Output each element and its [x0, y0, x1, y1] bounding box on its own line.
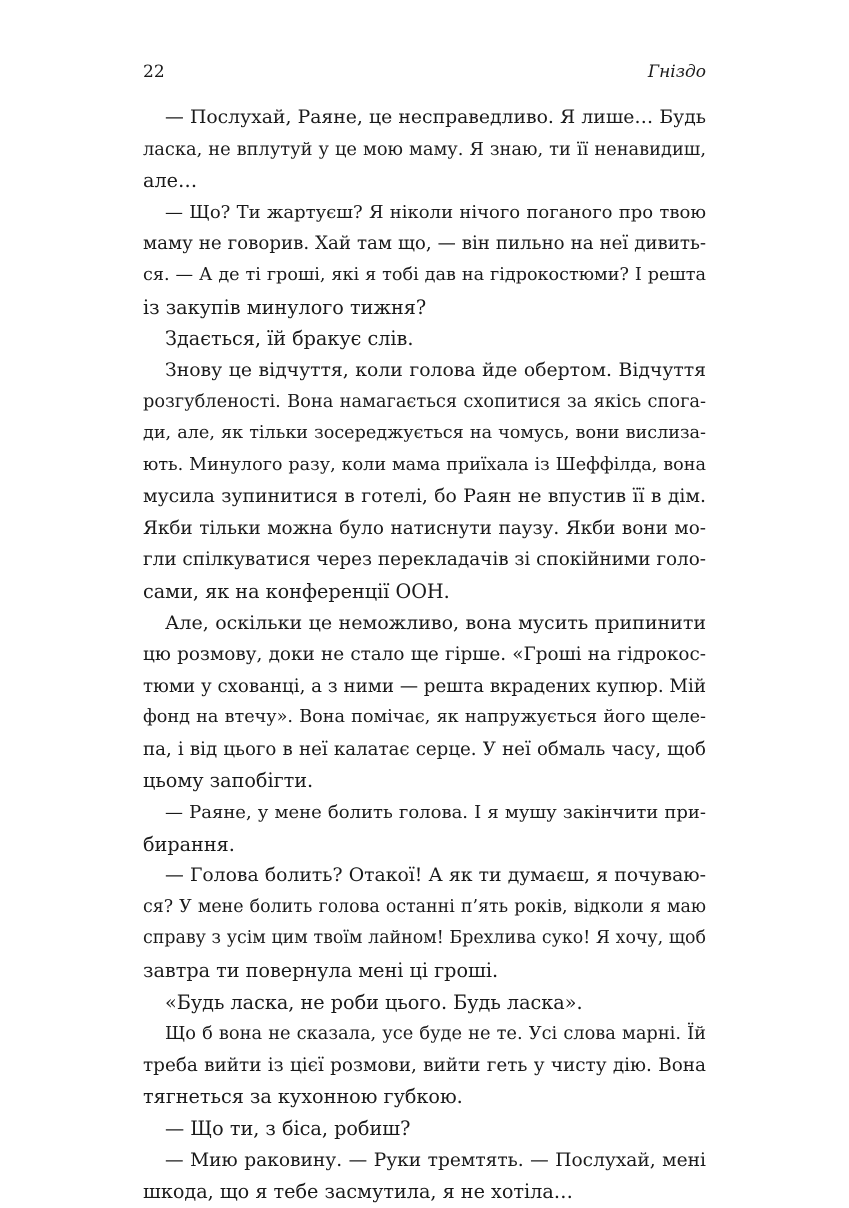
text-line: Здається, їй бракує слів. — [165, 327, 414, 351]
text-line: гли спілкуватися через перекладачів зі спокійними голо- — [143, 549, 707, 571]
text-line: тюми у схованці, а з ними — решта вкрадених купюр. Мій — [143, 675, 706, 697]
text-line: ласка, не вплутуй у це мою маму. Я знаю, ти її ненавидиш, — [143, 138, 706, 160]
text-line: із закупів минулого тижня? — [143, 295, 427, 319]
text-line: але… — [143, 169, 198, 193]
text-line: фонд на втечу». Вона помічає, як напружується його щеле- — [143, 707, 706, 728]
text-line: Але, оскільки це неможливо, вона мусить припинити — [165, 611, 706, 634]
text-line: «Будь ласка, не роби цього. Будь ласка». — [165, 990, 583, 1014]
text-line: Якби тільки можна було натиснути паузу. Якби вони мо- — [143, 517, 706, 539]
text-line: справу з усім цим твоїм лайном! Брехлива суко! Я хочу, щоб — [143, 928, 706, 949]
text-line: — Раяне, у мене болить голова. І я мушу закінчити при- — [165, 802, 706, 824]
text-line: — Голова болить? Отакої! А як ти думаєш, я почуваю- — [165, 865, 706, 887]
text-line: треба вийти із цієї розмови, вийти геть у чисту дію. Вона — [143, 1054, 706, 1076]
text-line: мусила зупинитися в готелі, бо Раян не впустив її в дім. — [143, 486, 706, 508]
text-line: цю розмову, доки не стало ще гірше. «Гроші на гідрокос- — [143, 644, 706, 666]
text-line: маму не говорив. Хай там що, — він пильно на неї дивить- — [143, 233, 706, 255]
text-line: па, і від цього в неї калатає серце. У неї обмаль часу, щоб — [143, 738, 706, 760]
text-line: тягнеться за кухонною губкою. — [143, 1085, 463, 1109]
text-line: — Мию раковину. — Руки тремтять. — Послухай, мені — [165, 1149, 706, 1171]
running-title: Гніздо — [647, 62, 706, 82]
text-line: сами, як на конференції ООН. — [143, 579, 450, 603]
page-number: 22 — [143, 62, 165, 82]
text-line: — Що ти, з біса, робиш? — [165, 1117, 411, 1140]
text-line: ди, але, як тільки зосереджується на чомусь, вони вислиза- — [143, 422, 706, 443]
text-line: Що б вона не сказала, усе буде не те. Усі слова марні. Їй — [165, 1023, 706, 1045]
text-line: розгубленості. Вона намагається схопитися за якісь спога- — [143, 391, 706, 413]
page-header — [143, 62, 706, 86]
body-text — [143, 102, 706, 1208]
text-line: бирання. — [143, 832, 235, 856]
text-line: цьому запобігти. — [143, 769, 314, 793]
text-line: — Що? Ти жартуєш? Я ніколи нічого поганого про твою — [165, 201, 706, 223]
text-line: завтра ти повернула мені ці гроші. — [143, 959, 499, 983]
text-line: шкода, що я тебе засмутила, я не хотіла… — [143, 1180, 573, 1204]
text-line: ся. — А де ті гроші, які я тобі дав на гідрокостюми? І решта — [143, 264, 706, 285]
text-line: Знову це відчуття, коли голова йде обертом. Відчуття — [165, 359, 706, 381]
text-line: — Послухай, Раяне, це несправедливо. Я лише… Будь — [165, 107, 706, 128]
text-line: ся? У мене болить голова останні п’ять років, відколи я маю — [143, 896, 706, 917]
text-line: ють. Минулого разу, коли мама приїхала із Шеффілда, вона — [143, 454, 706, 475]
